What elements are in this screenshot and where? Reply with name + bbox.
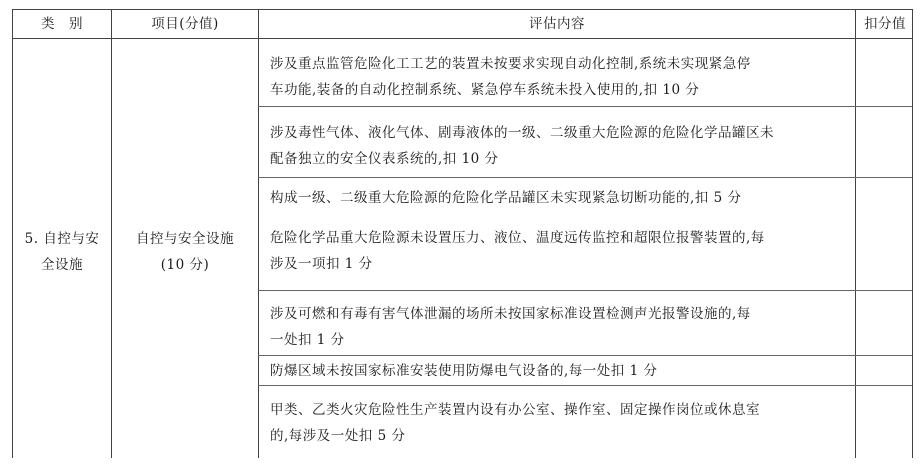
column-divider	[258, 10, 259, 458]
criterion-text: 构成一级、二级重大危险源的危险化学品罐区未实现紧急切断功能的,扣 5 分	[270, 190, 742, 206]
criterion-text: 的,每涉及一处扣 5 分	[270, 428, 406, 444]
header-item: 项目(分值)	[151, 16, 219, 32]
criterion-item	[270, 185, 765, 277]
item-score: (10 分)	[160, 257, 210, 273]
header-content: 评估内容	[529, 16, 585, 32]
category-cell	[13, 226, 111, 278]
criterion-item	[270, 397, 760, 449]
row-divider	[258, 355, 912, 356]
row-divider	[258, 177, 912, 178]
criterion-text: 配备独立的安全仪表系统的,扣 10 分	[270, 151, 499, 167]
header-deduction: 扣分值	[864, 16, 906, 32]
criterion-item	[270, 301, 751, 353]
header-category: 类 别	[41, 16, 83, 32]
criterion-text: 涉及毒性气体、液化气体、剧毒液体的一级、二级重大危险源的危险化学品罐区未	[270, 125, 774, 141]
criterion-text: 甲类、乙类火灾危险性生产装置内设有办公室、操作室、固定操作岗位或休息室	[270, 402, 760, 418]
criterion-item	[270, 358, 657, 384]
header-divider	[13, 38, 912, 39]
row-divider	[258, 106, 912, 107]
column-divider	[855, 10, 856, 458]
row-divider	[258, 290, 912, 291]
criterion-text: 防爆区域未按国家标准安装使用防爆电气设备的,每一处扣 1 分	[270, 363, 658, 379]
criterion-text: 涉及重点监管危险化工工艺的装置未按要求实现自动化控制,系统未实现紧急停	[270, 56, 751, 72]
criterion-item	[270, 51, 751, 103]
criterion-text: 一处扣 1 分	[270, 332, 345, 348]
criterion-text: 涉及一项扣 1 分	[270, 256, 373, 272]
criterion-text: 涉及可燃和有毒有害气体泄漏的场所未按国家标准设置检测声光报警设施的,每	[270, 306, 751, 322]
criterion-item	[270, 120, 774, 172]
row-divider	[258, 385, 912, 386]
item-label: 自控与安全设施	[136, 231, 234, 247]
criterion-text: 危险化学品重大危险源未设置压力、液位、温度远传监控和超限位报警装置的,每	[270, 230, 765, 246]
category-label: 5. 自控与安	[24, 231, 100, 247]
criterion-text: 车功能,装备的自动化控制系统、紧急停车系统未投入使用的,扣 10 分	[270, 82, 700, 98]
assessment-table	[12, 9, 913, 458]
category-label: 全设施	[41, 257, 83, 273]
item-cell	[112, 226, 258, 278]
